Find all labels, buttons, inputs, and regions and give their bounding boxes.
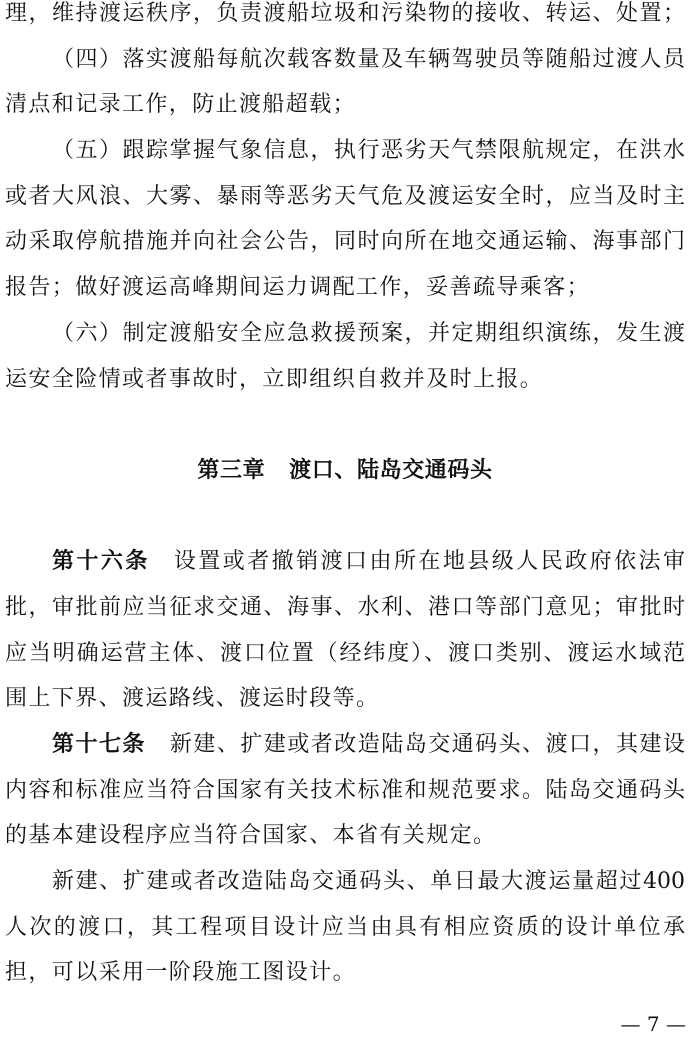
- document-body: [5, 0, 685, 996]
- clause-item-5: [5, 128, 685, 311]
- text-line: 或者大风浪、大雾、暴雨等恶劣天气危及渡运安全时，应当及时主: [5, 183, 685, 209]
- page-number: — 7 —: [620, 1012, 686, 1036]
- text-line: 动采取停航措施并向社会公告，同时向所在地交通运输、海事部门: [5, 229, 685, 255]
- article-text: 设置或者撤销渡口由所在地县级人民政府依法审: [173, 549, 685, 575]
- text-line: 担，可以采用一阶段施工图设计。: [5, 960, 357, 986]
- chapter-number: 第三章: [197, 457, 266, 483]
- chapter-heading: [5, 448, 685, 494]
- chapter-title: 渡口、陆岛交通码头: [289, 457, 493, 483]
- text-line: （四）落实渡船每航次载客数量及车辆驾驶员等随船过渡人员: [52, 46, 685, 72]
- text-line: 新建、扩建或者改造陆岛交通码头、单日最大渡运量超过400: [52, 869, 685, 895]
- text-line: 内容和标准应当符合国家有关技术标准和规范要求。陆岛交通码头: [5, 777, 685, 803]
- article-text: 新建、扩建或者改造陆岛交通码头、渡口，其建设: [169, 732, 685, 757]
- text-line: [5, 539, 685, 585]
- text-line: 人次的渡口，其工程项目设计应当由具有相应资质的设计单位承: [5, 914, 685, 940]
- text-line: 理，维持渡运秩序，负责渡船垃圾和污染物的接收、转运、处置；: [5, 1, 685, 26]
- article-17-paragraph-1: [5, 722, 685, 859]
- text-line: 清点和记录工作，防止渡船超载；: [5, 92, 357, 118]
- text-line: 运安全险情或者事故时，立即组织自救并及时上报。: [5, 366, 544, 392]
- text-line: [5, 722, 685, 768]
- clause-item-6: [5, 311, 685, 402]
- text-line: 报告；做好渡运高峰期间运力调配工作，妥善疏导乘客；: [5, 275, 591, 301]
- article-16: [5, 539, 685, 722]
- spacer: [5, 494, 685, 540]
- clause-item-3-tail: [5, 0, 685, 37]
- text-line: （五）跟踪掌握气象信息，执行恶劣天气禁限航规定，在洪水: [52, 138, 685, 164]
- spacer: [5, 402, 685, 448]
- text-line: 应当明确运营主体、渡口位置（经纬度）、渡口类别、渡运水域范: [5, 640, 685, 666]
- text-line: 的基本建设程序应当符合国家、本省有关规定。: [5, 823, 497, 849]
- article-label: 第十六条: [52, 549, 150, 575]
- clause-item-4: [5, 37, 685, 128]
- text-line: （六）制定渡船安全应急救援预案，并定期组织演练，发生渡: [52, 320, 685, 346]
- text-line: 围上下界、渡运路线、渡运时段等。: [5, 686, 380, 712]
- article-17: [5, 722, 685, 996]
- text-line: 批，审批前应当征求交通、海事、水利、港口等部门意见；审批时: [5, 594, 685, 620]
- article-17-paragraph-2: [5, 859, 685, 996]
- article-label: 第十七条: [52, 732, 146, 757]
